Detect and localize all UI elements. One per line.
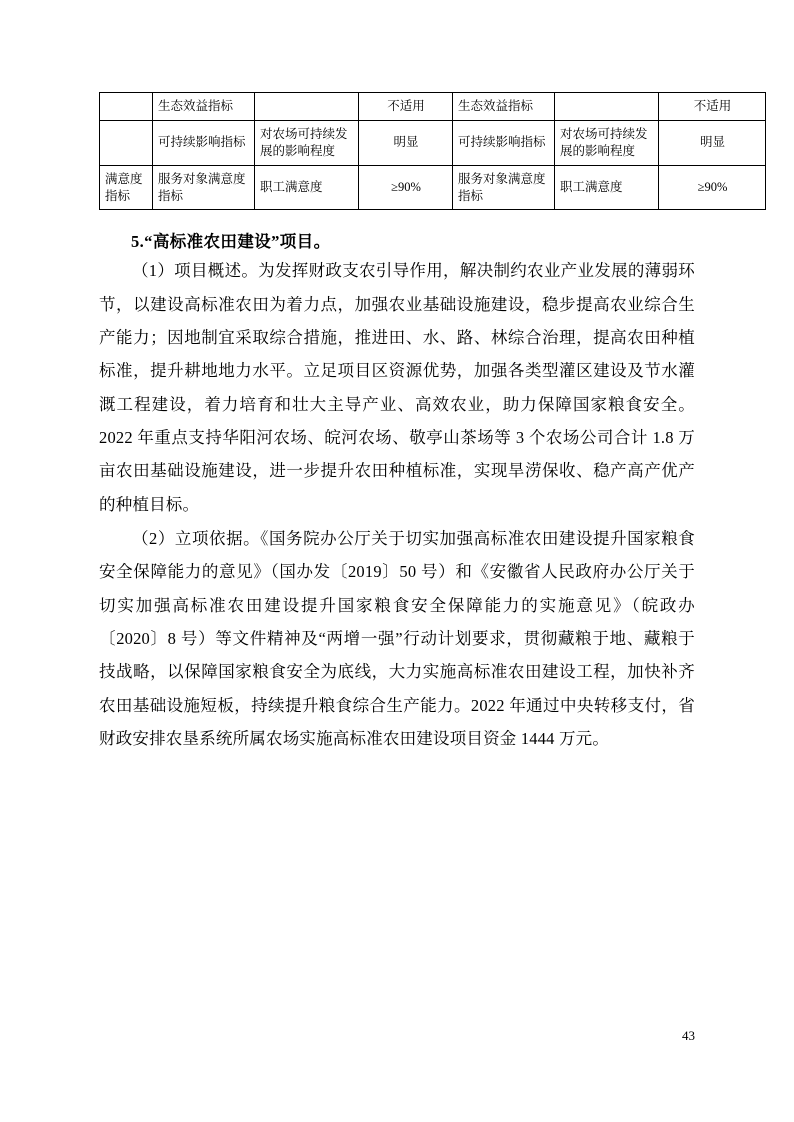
cell-indicator-value-2: 不适用 [659, 93, 766, 121]
cell-category [100, 120, 153, 165]
cell-indicator-value: 不适用 [359, 93, 453, 121]
paragraph-project-overview: （1）项目概述。为发挥财政支农引导作用，解决制约农业产业发展的薄弱环节，以建设高标准农田为着力点，加强农业基础设施建设，稳步提高农业综合生产能力；因地制宜采取综合措施，推进田、水、路、林综合治理，提高农田种植标准，提升耕地地力水平。立足项目区资源优势，加强各类型灌区建设及节水灌溉工程建设，着力培育和壮大主导产业、高效农业，助力保障国家粮食安全。2022 年重点支持华阳河农场、皖河农场、敬亭山茶场等 3 个农场公司合计 1.8 万亩农田基础设施建设，进一步提升农田种植标准，实现旱涝保收、稳产高产优产的种植目标。 [99, 261, 695, 514]
cell-indicator-desc-2: 职工满意度 [555, 165, 659, 210]
cell-indicator-name-2: 可持续影响指标 [453, 120, 555, 165]
cell-indicator-desc-2: 对农场可持续发展的影响程度 [555, 120, 659, 165]
cell-indicator-value-2: 明显 [659, 120, 766, 165]
cell-indicator-name-2: 生态效益指标 [453, 93, 555, 121]
cell-indicator-name-2: 服务对象满意度指标 [453, 165, 555, 210]
page-content [99, 92, 732, 755]
table-row [100, 165, 766, 210]
cell-indicator-desc: 对农场可持续发展的影响程度 [255, 120, 359, 165]
section-heading: 5.“高标准农田建设”项目。 [131, 232, 331, 252]
cell-indicator-desc [255, 93, 359, 121]
cell-category [100, 93, 153, 121]
paragraph-project-basis: （2）立项依据。《国务院办公厅关于切实加强高标准农田建设提升国家粮食安全保障能力的意见》（国办发〔2019〕50 号）和《安徽省人民政府办公厅关于切实加强高标准农田建设提升国家粮食安全保障能力的实施意见》（皖政办〔2020〕8 号）等文件精神及“两增一强”行动计划要求，贯彻藏粮于地、藏粮于技战略，以保障国家粮食安全为底线，大力实施高标准农田建设工程，加快补齐农田基础设施短板，持续提升粮食综合生产能力。2022 年通过中央转移支付，省财政安排农垦系统所属农场实施高标准农田建设项目资金 1444 万元。 [99, 529, 695, 748]
cell-indicator-desc: 职工满意度 [255, 165, 359, 210]
table-row [100, 93, 766, 121]
cell-category: 满意度指标 [100, 165, 153, 210]
cell-indicator-value-2: ≥90% [659, 165, 766, 210]
page-number: 43 [682, 1028, 695, 1043]
performance-metrics-table [99, 92, 766, 210]
cell-indicator-name: 服务对象满意度指标 [153, 165, 255, 210]
cell-indicator-name: 生态效益指标 [153, 93, 255, 121]
cell-indicator-value: 明显 [359, 120, 453, 165]
cell-indicator-value: ≥90% [359, 165, 453, 210]
table-row [100, 120, 766, 165]
cell-indicator-desc-2 [555, 93, 659, 121]
cell-indicator-name: 可持续影响指标 [153, 120, 255, 165]
